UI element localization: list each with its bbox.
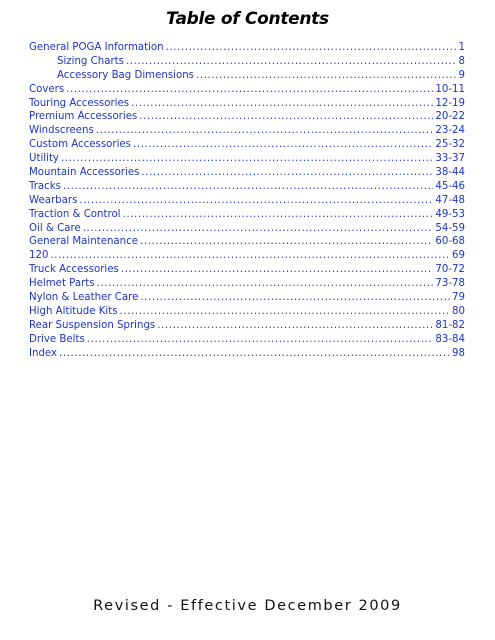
toc-entry-page: 54-59: [435, 222, 465, 234]
toc-entry-page: 70-72: [435, 264, 465, 276]
dot-leader: [120, 305, 451, 319]
dot-leader: [157, 319, 433, 333]
toc-entry-page: 45-46: [435, 180, 465, 192]
toc-entry[interactable]: [29, 222, 465, 236]
toc-entry[interactable]: [29, 291, 465, 305]
dot-leader: [59, 347, 450, 361]
toc-entry-label: Oil & Care: [29, 222, 81, 234]
toc-entry[interactable]: [29, 138, 465, 152]
dot-leader: [96, 124, 434, 138]
table-of-contents: [29, 41, 465, 360]
toc-entry-page: 12-19: [435, 97, 465, 109]
toc-entry-page: 33-37: [435, 153, 465, 165]
toc-entry-page: 20-22: [435, 111, 465, 123]
page-title: Table of Contents: [166, 9, 329, 29]
toc-entry[interactable]: [29, 319, 465, 333]
dot-leader: [141, 166, 433, 180]
toc-entry-page: 47-48: [435, 194, 465, 206]
toc-entry-label: General POGA Information: [29, 42, 164, 53]
toc-entry-page: 73-78: [435, 278, 465, 290]
dot-leader: [66, 83, 433, 97]
toc-entry[interactable]: [29, 110, 465, 124]
toc-entry[interactable]: [29, 277, 465, 291]
toc-entry-page: 8: [458, 55, 465, 67]
toc-entry[interactable]: [29, 235, 465, 249]
toc-entry-label: Rear Suspension Springs: [29, 319, 156, 331]
toc-entry[interactable]: [29, 180, 465, 194]
toc-entry[interactable]: [29, 305, 465, 319]
toc-entry-label: Wearbars: [29, 194, 78, 206]
toc-entry-label: Sizing Charts: [57, 55, 124, 67]
dot-leader: [123, 208, 434, 222]
dot-leader: [133, 138, 433, 152]
toc-entry[interactable]: [29, 208, 465, 222]
toc-entry-page: 38-44: [435, 167, 465, 179]
toc-entry-label: Mountain Accessories: [29, 167, 140, 179]
toc-entry[interactable]: [29, 124, 465, 138]
toc-entry-label: Tracks: [29, 180, 61, 192]
toc-entry-label: Index: [29, 347, 58, 359]
toc-entry-label: Premium Accessories: [29, 111, 138, 123]
toc-entry-page: 79: [452, 292, 465, 304]
toc-entry-page: 25-32: [435, 139, 465, 151]
dot-leader: [126, 55, 457, 69]
toc-entry-page: 98: [452, 347, 465, 359]
toc-entry-label: High Altitude Kits: [29, 305, 118, 317]
toc-entry-label: Covers: [29, 83, 65, 95]
toc-entry-page: 80: [452, 305, 465, 317]
toc-entry[interactable]: [29, 83, 465, 97]
toc-entry[interactable]: [29, 263, 465, 277]
dot-leader: [63, 180, 433, 194]
toc-entry-label: 120: [29, 250, 49, 262]
toc-entry-label: Custom Accessories: [29, 139, 131, 151]
toc-entry-page: 1: [458, 42, 465, 53]
dot-leader: [140, 235, 433, 249]
toc-entry[interactable]: [29, 249, 465, 263]
dot-leader: [79, 194, 433, 208]
toc-entry-page: 81-82: [435, 319, 465, 331]
toc-entry[interactable]: [29, 347, 465, 361]
toc-entry-page: 9: [458, 69, 465, 81]
toc-entry-label: Traction & Control: [29, 208, 121, 220]
dot-leader: [50, 249, 450, 263]
toc-entry-page: 60-68: [435, 236, 465, 248]
dot-leader: [121, 263, 434, 277]
toc-entry-label: Truck Accessories: [29, 264, 119, 276]
toc-entry-label: Windscreens: [29, 125, 94, 137]
toc-entry[interactable]: [29, 166, 465, 180]
toc-entry[interactable]: [29, 333, 465, 347]
toc-entry-label: Helmet Parts: [29, 278, 95, 290]
toc-entry-page: 83-84: [435, 333, 465, 345]
toc-entry-label: Nylon & Leather Care: [29, 292, 139, 304]
toc-entry[interactable]: [29, 69, 465, 83]
toc-entry[interactable]: [29, 152, 465, 166]
dot-leader: [131, 97, 433, 111]
toc-entry-label: Drive Belts: [29, 333, 85, 345]
toc-entry[interactable]: [29, 194, 465, 208]
toc-entry-page: 23-24: [435, 125, 465, 137]
dot-leader: [140, 291, 450, 305]
dot-leader: [61, 152, 433, 166]
toc-entry-label: General Maintenance: [29, 236, 138, 248]
toc-entry-label: Accessory Bag Dimensions: [57, 69, 194, 81]
toc-entry-page: 10-11: [435, 83, 465, 95]
toc-entry[interactable]: [29, 41, 465, 55]
toc-entry[interactable]: [29, 97, 465, 111]
toc-entry-page: 69: [452, 250, 465, 262]
dot-leader: [87, 333, 434, 347]
dot-leader: [97, 277, 434, 291]
toc-entry-page: 49-53: [435, 208, 465, 220]
toc-entry[interactable]: [29, 55, 465, 69]
dot-leader: [166, 41, 457, 55]
dot-leader: [196, 69, 457, 83]
dot-leader: [83, 222, 434, 236]
toc-entry-label: Utility: [29, 153, 59, 165]
revision-footer: Revised - Effective December 2009: [93, 598, 402, 614]
toc-entry-label: Touring Accessories: [29, 97, 130, 109]
dot-leader: [139, 110, 433, 124]
